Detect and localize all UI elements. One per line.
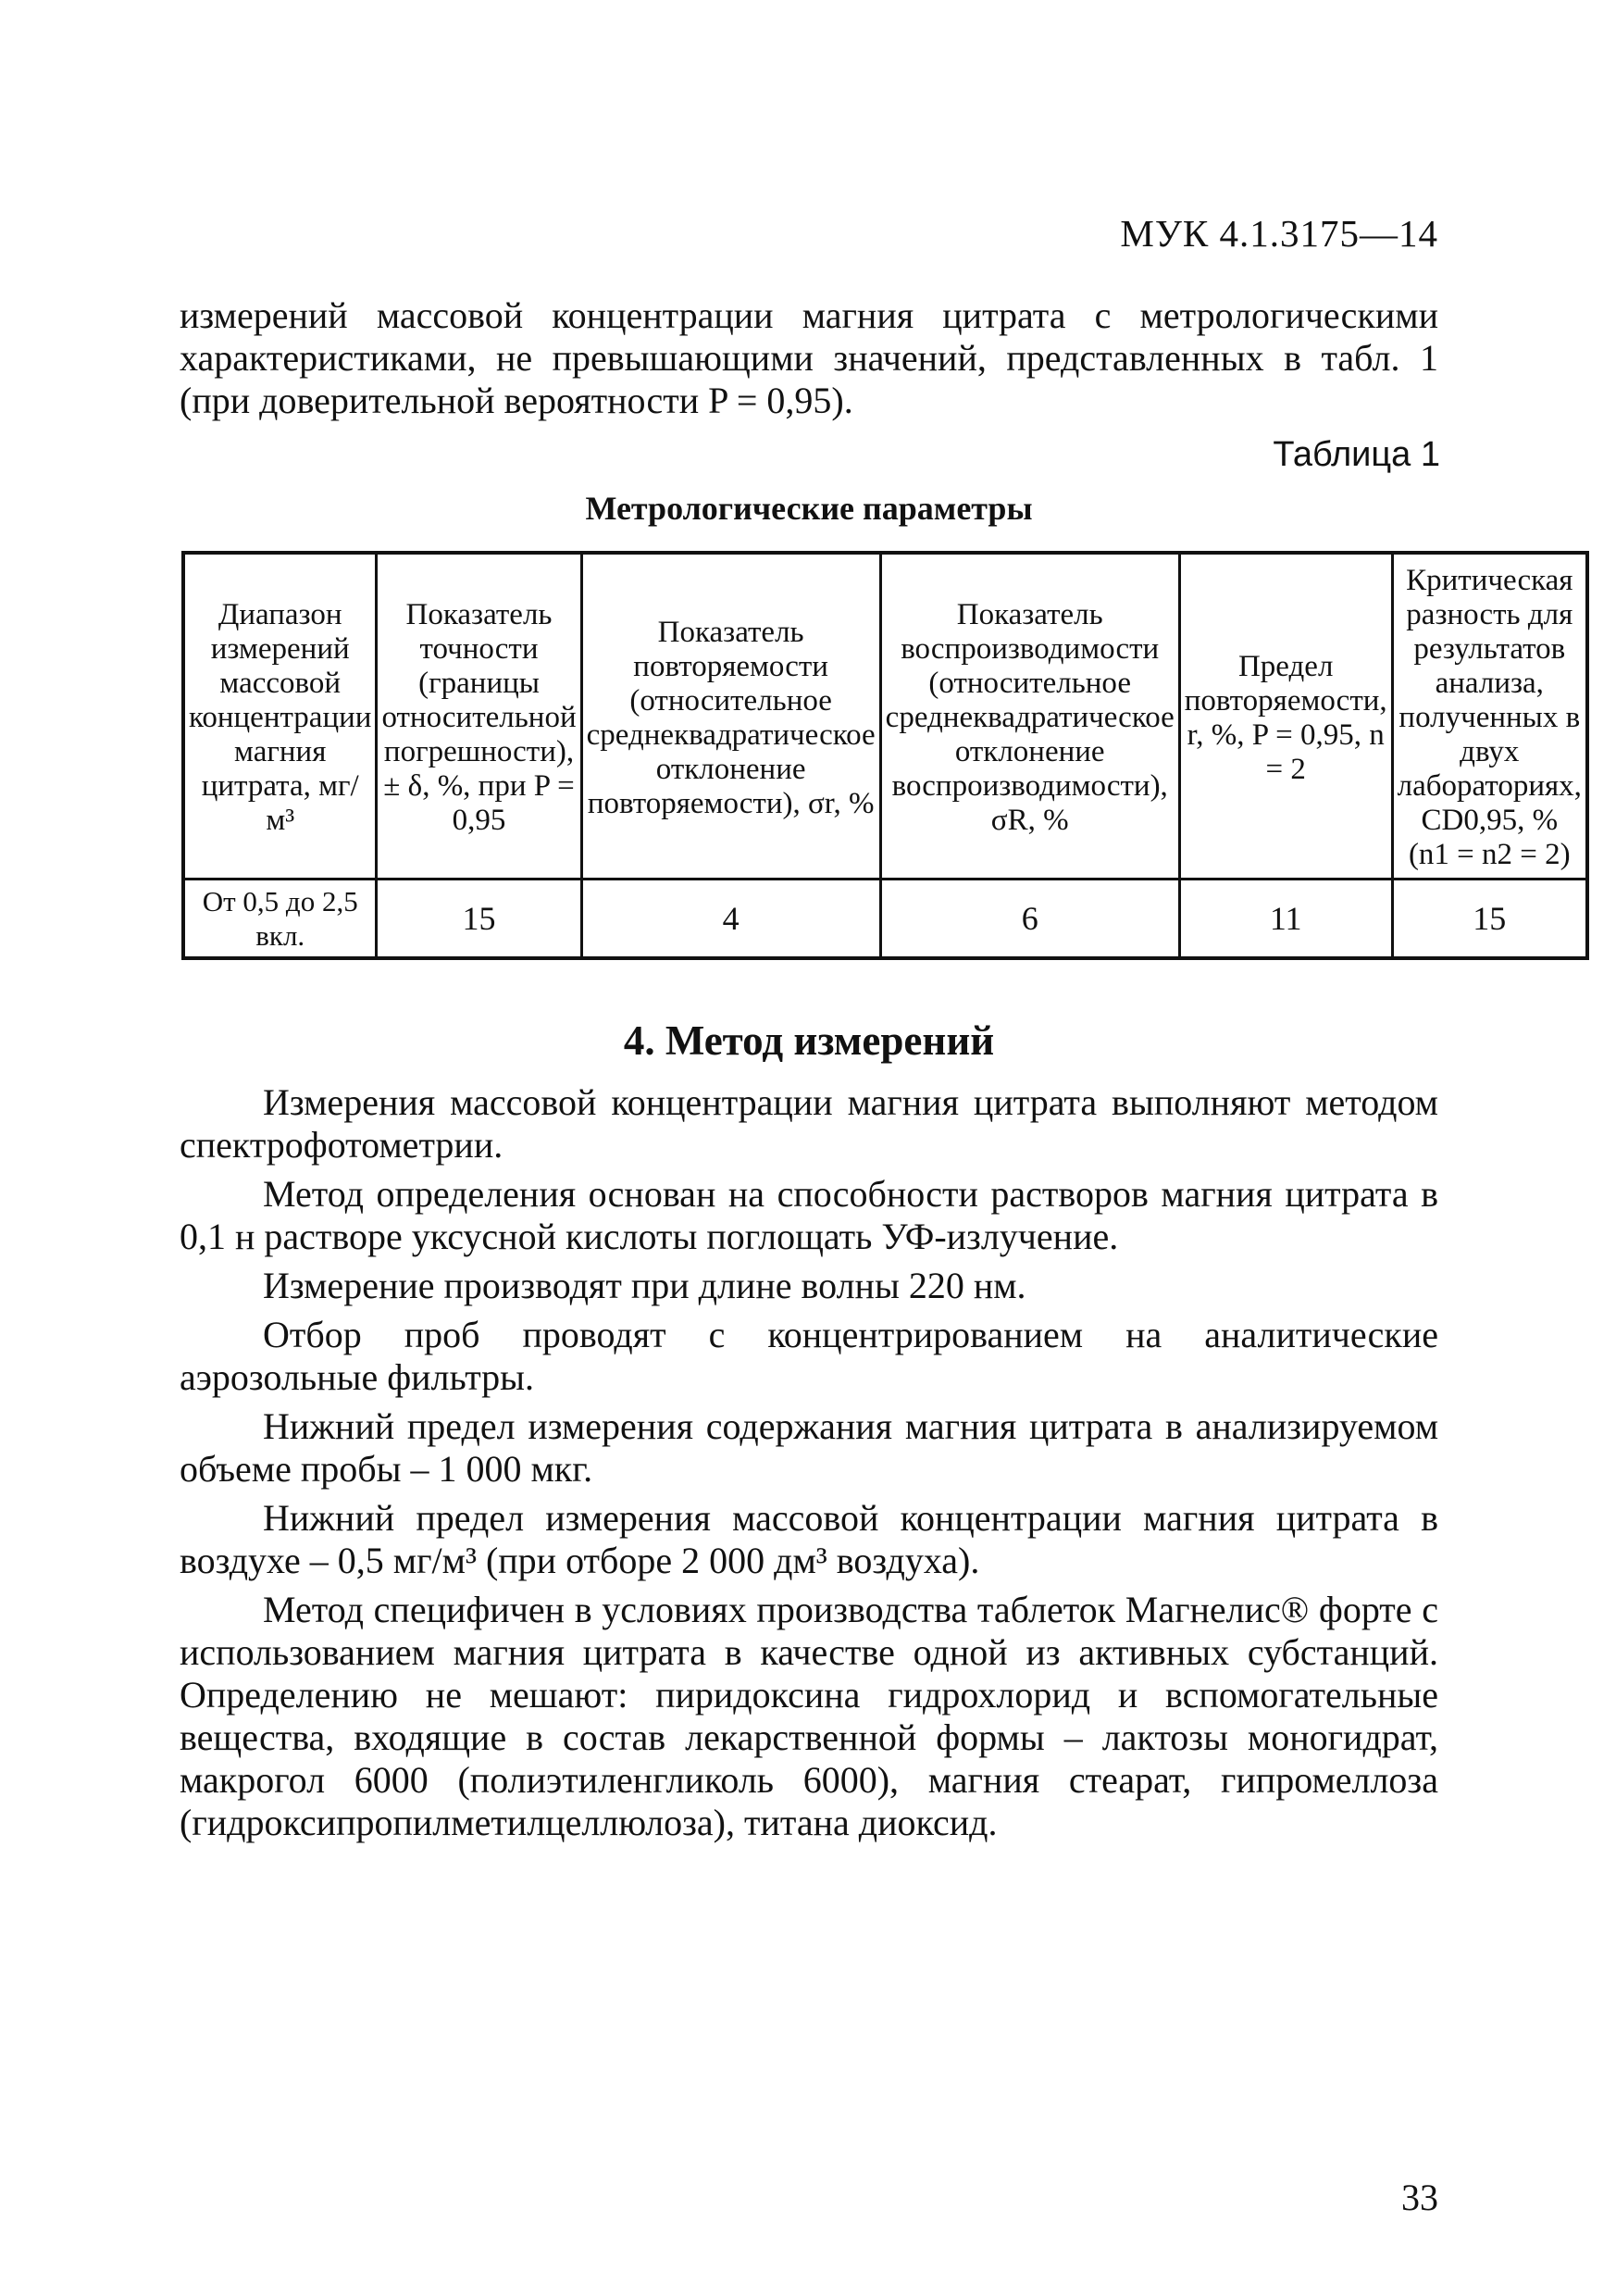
section-body	[180, 1081, 1438, 1851]
header-accuracy: Показатель точности (границы относительной погрешности), ± δ, %, при P = 0,95	[377, 553, 581, 880]
paragraph: Метод определения основан на способности растворов магния цитрата в 0,1 н растворе уксусной кислоты поглощать УФ-излучение.	[180, 1173, 1438, 1257]
cell-repeatability-limit: 11	[1179, 880, 1392, 959]
cell-critical-difference: 15	[1392, 880, 1587, 959]
cell-accuracy: 15	[377, 880, 581, 959]
intro-paragraph: измерений массовой концентрации магния цитрата с метрологическими характеристиками, не превышающими значений, представленных в табл. 1 (при доверительной вероятности P = 0,95).	[180, 294, 1438, 421]
header-repeatability: Показатель повторяемости (относительное среднеквадратическое отклонение повторяемости), σr, %	[581, 553, 880, 880]
header-critical-difference: Критическая разность для результатов анализа, полученных в двух лабораториях, CD0,95, % (n1 = n2 = 2)	[1392, 553, 1587, 880]
paragraph: Измерения массовой концентрации магния цитрата выполняют методом спектрофотометрии.	[180, 1081, 1438, 1166]
header-concentration-range: Диапазон измерений массовой концентрации магния цитрата, мг/м³	[183, 553, 377, 880]
header-reproducibility: Показатель воспроизводимости (относительное среднеквадратическое отклонение воспроизводимости), σR, %	[880, 553, 1179, 880]
paragraph: Отбор проб проводят с концентрированием на аналитические аэрозольные фильтры.	[180, 1314, 1438, 1398]
metrological-parameters-table	[181, 551, 1589, 960]
table-header-row	[183, 553, 1587, 880]
cell-range: От 0,5 до 2,5 вкл.	[183, 880, 377, 959]
paragraph: Измерение производят при длине волны 220 нм.	[263, 1265, 1026, 1306]
paragraph: Нижний предел измерения массовой концентрации магния цитрата в воздухе – 0,5 мг/м³ (при отборе 2 000 дм³ воздуха).	[180, 1497, 1438, 1581]
header-repeatability-limit: Предел повторяемости, r, %, P = 0,95, n = 2	[1179, 553, 1392, 880]
section-title: 4. Метод измерений	[623, 1017, 995, 1064]
paragraph: Нижний предел измерения содержания магния цитрата в анализируемом объеме пробы – 1 000 мкг.	[180, 1405, 1438, 1490]
table-number: Таблица 1	[1273, 435, 1440, 474]
cell-reproducibility: 6	[880, 880, 1179, 959]
table-title: Метрологические параметры	[585, 490, 1033, 527]
document-code: МУК 4.1.3175—14	[1120, 212, 1438, 255]
table-row	[183, 880, 1587, 959]
cell-repeatability: 4	[581, 880, 880, 959]
page-number: 33	[1401, 2177, 1438, 2218]
paragraph: Метод специфичен в условиях производства таблеток Магнелис® форте с использованием магния цитрата в качестве одной из активных субстанций. Определению не мешают: пиридоксина гидрохлорид и вспомогательные вещества, входящие в состав лекарственной формы – лактозы моногидрат, макрогол 6000 (полиэтиленгликоль 6000), магния стеарат, гипромеллоза (гидроксипропилметилцеллюлоза), титана диоксид.	[180, 1589, 1438, 1843]
